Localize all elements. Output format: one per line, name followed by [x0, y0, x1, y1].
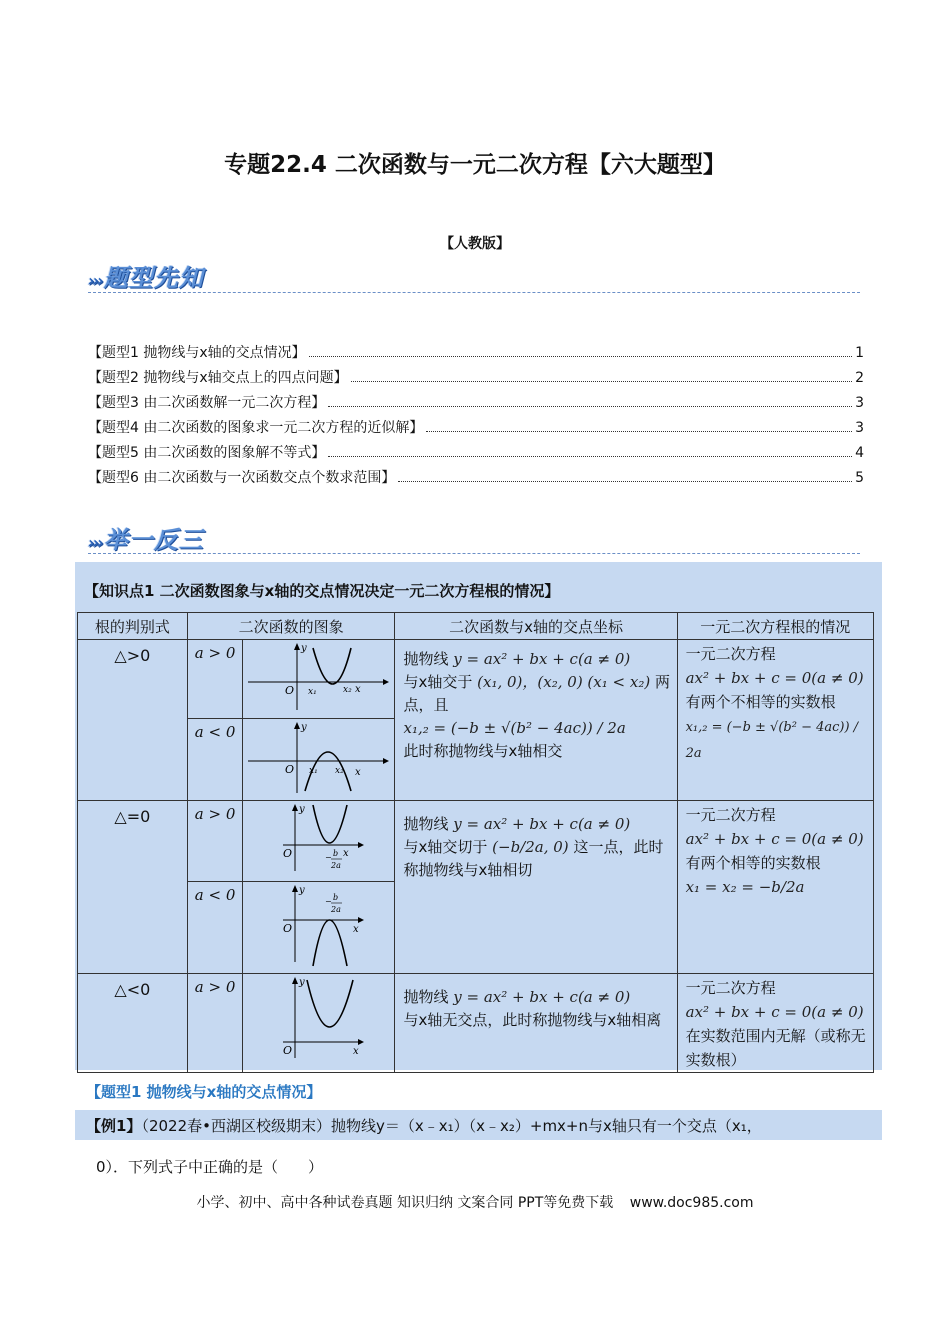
discriminant-cell: △=0: [78, 801, 188, 974]
graph-two-roots-down-icon: [243, 719, 394, 796]
footer: [0, 1192, 950, 1212]
graph-cell: [243, 719, 395, 801]
svg-text:−: −: [325, 853, 333, 862]
toc-item[interactable]: 【题型6 由二次函数与一次函数交点个数求范围】 5: [88, 470, 864, 486]
graph-no-root-icon: [243, 974, 394, 1062]
divider: [88, 553, 860, 554]
intersection-desc: 抛物线 y = ax² + bx + c(a ≠ 0) 与x轴无交点，此时称抛物线与x轴相离: [395, 974, 677, 1073]
svg-text:O: O: [283, 1044, 293, 1057]
intersection-desc: 抛物线 y = ax² + bx + c(a ≠ 0) 与x轴交于 (x₁, 0)，(x₂, 0) (x₁ < x₂) 两点，且 x₁,₂ = (−b ± √(b² − 4ac)) / 2a 此时称抛物线与x轴相交: [395, 640, 677, 801]
example-text: （2022春•西湖区校级期末）抛物线y＝（x﹣x₁）（x﹣x₂）+mx+n与x轴只有一个交点（x₁，: [141, 1117, 762, 1135]
toc-item[interactable]: 【题型4 由二次函数的图象求一元二次方程的近似解】 3: [88, 420, 864, 436]
a-condition: a > 0: [187, 974, 243, 1073]
footer-text: 小学、初中、高中各种试卷真题 知识归纳 文案合同 PPT等免费下载: [196, 1195, 614, 1211]
table-of-contents: [88, 342, 864, 492]
svg-text:O: O: [283, 922, 293, 935]
knowledge-title: 【知识点1 二次函数图象与x轴的交点情况决定一元二次方程根的情况】: [84, 582, 560, 600]
svg-text:x: x: [343, 848, 350, 859]
toc-item[interactable]: 【题型5 由二次函数的图象解不等式】 4: [88, 445, 864, 461]
svg-text:y: y: [301, 722, 308, 733]
a-condition: a > 0: [187, 640, 243, 719]
banner-text: 题型先知: [103, 264, 204, 292]
graph-cell: [243, 882, 395, 974]
example-label: 【例1】: [86, 1117, 142, 1135]
knowledge-table: [77, 612, 874, 1073]
header-cell: 一元二次方程根的情况: [677, 613, 873, 640]
svg-text:−: −: [325, 897, 333, 906]
banner-arrows-icon: ›››: [88, 533, 102, 552]
a-condition: a < 0: [187, 882, 243, 974]
svg-text:y: y: [299, 977, 306, 988]
banner-arrows-icon: ›››: [88, 271, 102, 290]
graph-cell: [243, 640, 395, 719]
document-title: 专题22.4 二次函数与一元二次方程【六大题型】: [224, 152, 726, 178]
discriminant-cell: △<0: [78, 974, 188, 1073]
banner-question-types: [88, 258, 204, 293]
toc-item[interactable]: 【题型2 抛物线与x轴交点上的四点问题】 2: [88, 370, 864, 386]
svg-text:b: b: [333, 849, 339, 858]
discriminant-cell: △>0: [78, 640, 188, 801]
root-desc: 一元二次方程 ax² + bx + c = 0(a ≠ 0) 在实数范围内无解（或称无实数根）: [677, 974, 873, 1073]
svg-text:y: y: [301, 643, 308, 654]
edition-label: 【人教版】: [440, 236, 510, 252]
svg-text:y: y: [299, 885, 306, 896]
svg-text:x₁: x₁: [308, 687, 318, 697]
header-cell: 二次函数的图象: [187, 613, 395, 640]
toc-item[interactable]: 【题型1 抛物线与x轴的交点情况】 1: [88, 345, 864, 361]
banner-text: 举一反三: [103, 526, 204, 554]
svg-text:x₂: x₂: [343, 685, 353, 695]
table-row: [78, 640, 874, 719]
svg-text:x₂: x₂: [335, 766, 345, 776]
svg-text:y: y: [299, 804, 306, 815]
root-desc: 一元二次方程 ax² + bx + c = 0(a ≠ 0) 有两个相等的实数根 x₁ = x₂ = −b/2a: [677, 801, 873, 974]
svg-text:x₁: x₁: [309, 766, 319, 776]
table-row: [78, 801, 874, 882]
banner-examples: [88, 520, 204, 555]
a-condition: a > 0: [187, 801, 243, 882]
svg-text:x: x: [353, 924, 360, 935]
svg-text:O: O: [285, 684, 295, 697]
svg-text:b: b: [333, 893, 339, 902]
graph-one-root-down-icon: [243, 882, 394, 969]
svg-text:x: x: [355, 767, 362, 778]
graph-two-roots-up-icon: [243, 640, 394, 714]
graph-one-root-up-icon: [243, 801, 394, 877]
graph-cell: [243, 801, 395, 882]
table-row: [78, 974, 874, 1073]
footer-link[interactable]: www.doc985.com: [629, 1195, 754, 1211]
svg-text:O: O: [285, 763, 295, 776]
a-condition: a < 0: [187, 719, 243, 801]
divider: [88, 292, 860, 293]
root-desc: 一元二次方程 ax² + bx + c = 0(a ≠ 0) 有两个不相等的实数根 x₁,₂ = (−b ± √(b² − 4ac)) / 2a: [677, 640, 873, 801]
section-title: 【题型1 抛物线与x轴的交点情况】: [86, 1083, 322, 1101]
table-header-row: [78, 613, 874, 640]
toc-item[interactable]: 【题型3 由二次函数解一元二次方程】 3: [88, 395, 864, 411]
svg-text:2a: 2a: [331, 861, 342, 870]
graph-cell: [243, 974, 395, 1073]
svg-text:2a: 2a: [331, 905, 342, 914]
header-cell: 二次函数与x轴的交点坐标: [395, 613, 677, 640]
example-line: [86, 1115, 762, 1136]
example-line-2: 0）．下列式子中正确的是（ ）: [96, 1158, 324, 1176]
svg-text:x: x: [355, 684, 362, 695]
intersection-desc: 抛物线 y = ax² + bx + c(a ≠ 0) 与x轴交切于 (−b/2a, 0) 这一点，此时称抛物线与x轴相切: [395, 801, 677, 974]
svg-text:x: x: [353, 1046, 360, 1057]
svg-text:O: O: [283, 847, 293, 860]
header-cell: 根的判别式: [78, 613, 188, 640]
